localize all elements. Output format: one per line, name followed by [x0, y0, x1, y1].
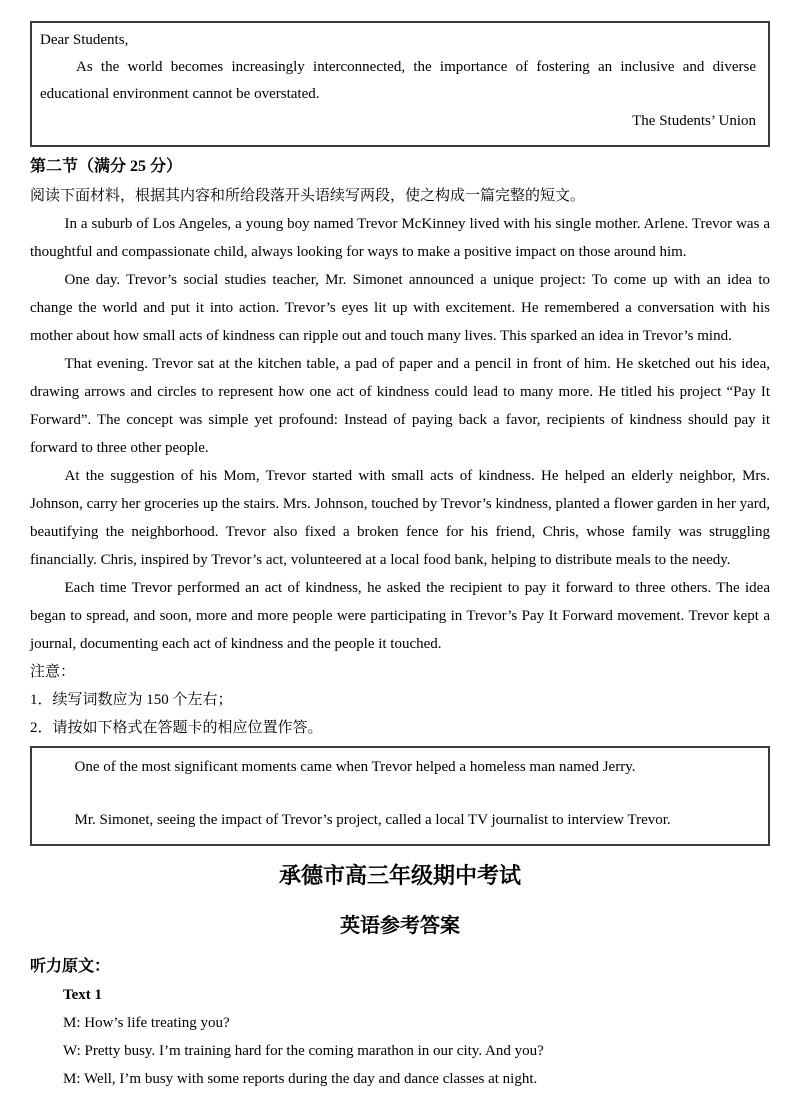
answer-format-box — [30, 746, 770, 846]
letter-box — [30, 21, 770, 147]
answers-subtitle: 英语参考答案 — [340, 915, 460, 937]
exam-title: 承德市高三年级期中考试 — [278, 863, 521, 888]
story-passage — [30, 210, 770, 658]
transcript-label: 听力原文： — [30, 958, 111, 975]
section-heading: 第二节（满分 25 分） — [30, 158, 183, 175]
dialogue-line-3: M: Well, I’m busy with some reports during the day and dance classes at night. — [63, 1071, 538, 1087]
answer-box-blank-space — [40, 781, 756, 807]
story-paragraph-2: One day. Trevor’s social studies teacher, Mr. Simonet announced a unique project: To come up with an idea to change the world and put it into action. Trevor’s eyes lit up with excitement. He remembered a conversation with his mother about how small acts of kindness can ripple out and touch many lives. This sparked an idea in Trevor’s mind. — [30, 272, 770, 344]
answer-opening-2: Mr. Simonet, seeing the impact of Trevor’s project, called a local TV journalist to interview Trevor. — [74, 812, 671, 828]
story-paragraph-4: At the suggestion of his Mom, Trevor started with small acts of kindness. He helped an elderly neighbor, Mrs. Johnson, carry her groceries up the stairs. Mrs. Johnson, touched by Trevor’s kindness, planted a flower garden in her yard, beautifying the neighborhood. Trevor also fixed a broken fence for his friend, Chris, whose family was struggling financially. Chris, inspired by Trevor’s act, volunteered at a local food bank, helping to distribute meals to the needy. — [30, 468, 770, 568]
letter-body: As the world becomes increasingly interconnected, the importance of fostering an inclusive and diverse educational environment cannot be overstated. — [40, 59, 756, 102]
note-item-2: 2．请按如下格式在答题卡的相应位置作答。 — [30, 720, 323, 736]
dialogue-line-2: W: Pretty busy. I’m training hard for the coming marathon in our city. And you? — [63, 1043, 544, 1059]
notes-label: 注意： — [30, 664, 76, 680]
story-paragraph-5: Each time Trevor performed an act of kindness, he asked the recipient to pay it forward to three others. The idea began to spread, and soon, more and more people were participating in Trevor’s Pay It Forward movement. Trevor kept a journal, documenting each act of kindness and the people it touched. — [30, 580, 770, 652]
notes-section — [30, 658, 770, 742]
story-paragraph-1: In a suburb of Los Angeles, a young boy named Trevor McKinney lived with his single mother. Arlene. Trevor was a thoughtful and compassionate child, always looking for ways to make a positive impact on those around him. — [30, 216, 770, 260]
text1-label: Text 1 — [63, 987, 103, 1003]
dialogue-line-1: M: How’s life treating you? — [63, 1015, 230, 1031]
text1-block — [30, 981, 770, 1093]
letter-signature: The Students’ Union — [632, 113, 756, 129]
note-item-1: 1．续写词数应为 150 个左右； — [30, 692, 233, 708]
answer-opening-1: One of the most significant moments came when Trevor helped a homeless man named Jerry. — [74, 759, 636, 775]
story-paragraph-3: That evening. Trevor sat at the kitchen table, a pad of paper and a pencil in front of him. He sketched out his idea, drawing arrows and circles to represent how one act of kindness could lead to many more. He titled his project “Pay It Forward”. The concept was simple yet profound: Instead of paying back a favor, recipients of kindness should pay it forward to three other people. — [30, 356, 770, 456]
letter-salutation: Dear Students, — [40, 32, 129, 48]
section-instruction: 阅读下面材料，根据其内容和所给段落开头语续写两段，使之构成一篇完整的短文。 — [30, 188, 586, 204]
